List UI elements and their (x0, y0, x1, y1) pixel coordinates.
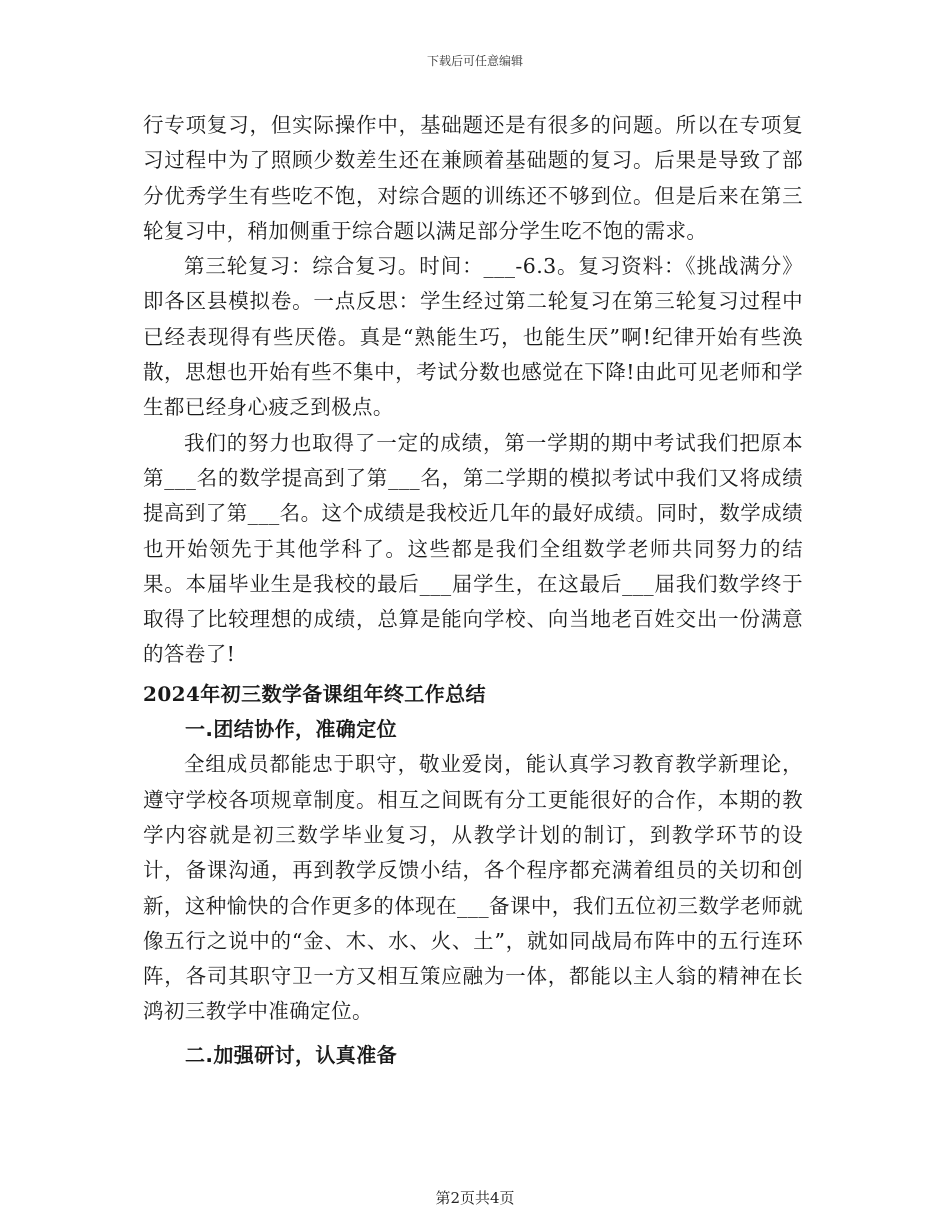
document-body (143, 108, 803, 1073)
paragraph-third-review: 第三轮复习：综合复习。时间：___-6.3。复习资料：《挑战满分》即各区县模拟卷。一点反思：学生经过第二轮复习在第三轮复习过程中已经表现得有些厌倦。真是“熟能生巧，也能生厌”啊!纪律开始有些涣散，思想也开始有些不集中，考试分数也感觉在下降!由此可见老师和学生都已经身心疲乏到极点。 (143, 254, 803, 420)
page-header-note: 下载后可任意编辑 (426, 54, 523, 68)
heading-teamwork: 一.团结协作，准确定位 (185, 717, 397, 742)
paragraph-teamwork: 全组成员都能忠于职守，敬业爱岗，能认真学习教育教学新理论，遵守学校各项规章制度。相互之间既有分工更能很好的合作，本期的教学内容就是初三数学毕业复习，从教学计划的制订，到教学环节的设计，备课沟通，再到教学反馈小结，各个程序都充满着组员的关切和创新，这种愉快的合作更多的体现在___备课中，我们五位初三数学老师就像五行之说中的“金、木、水、火、土”，就如同战局布阵中的五行连环阵，各司其职守卫一方又相互策应融为一体，都能以主人翁的精神在长鸿初三教学中准确定位。 (143, 752, 803, 1024)
section-title: 2024年初三数学备课组年终工作总结 (143, 681, 486, 706)
paragraph-continued: 行专项复习，但实际操作中，基础题还是有很多的问题。所以在专项复习过程中为了照顾少数差生还在兼顾着基础题的复习。后果是导致了部分优秀学生有些吃不饱，对综合题的训练还不够到位。但是后来在第三轮复习中，稍加侧重于综合题以满足部分学生吃不饱的需求。 (143, 113, 803, 243)
heading-research: 二.加强研讨，认真准备 (185, 1042, 397, 1067)
paragraph-results: 我们的努力也取得了一定的成绩，第一学期的期中考试我们把原本第___名的数学提高到了第___名，第二学期的模拟考试中我们又将成绩提高到了第___名。这个成绩是我校近几年的最好成绩。同时，数学成绩也开始领先于其他学科了。这些都是我们全组数学老师共同努力的结果。本届毕业生是我校的最后___届学生，在这最后___届我们数学终于取得了比较理想的成绩，总算是能向学校、向当地老百姓交出一份满意的答卷了! (143, 430, 803, 667)
page-footer: 第2页共4页 (435, 1189, 515, 1207)
